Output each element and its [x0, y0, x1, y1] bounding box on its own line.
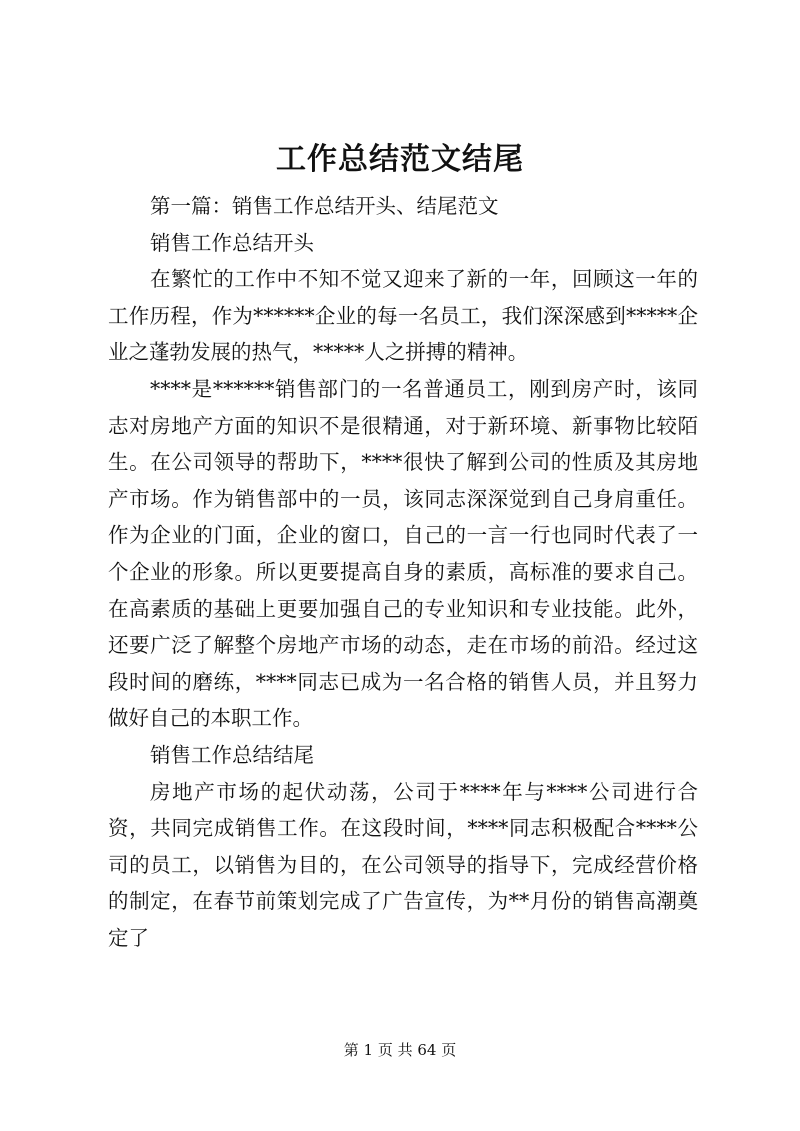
- body-paragraph: 房地产市场的起伏动荡，公司于****年与****公司进行合资，共同完成销售工作。在这段时间，****同志积极配合****公司的员工，以销售为目的，在公司领导的指导下，完成经营价格的制定，在春节前策划完成了广告宣传，为**月份的销售高潮奠定了: [108, 779, 698, 950]
- body-paragraph: ****是******销售部门的一名普通员工，刚到房产时，该同志对房地产方面的知识不是很精通，对于新环境、新事物比较陌生。在公司领导的帮助下，****很快了解到公司的性质及其房地产市场。作为销售部中的一员，该同志深深觉到自己身肩重任。作为企业的门面，企业的窗口，自己的一言一行也同时代表了一个企业的形象。所以更要提高自身的素质，高标准的要求自己。在高素质的基础上更要加强自己的专业知识和专业技能。此外，还要广泛了解整个房地产市场的动态，走在市场的前沿。经过这段时间的磨练，****同志已成为一名合格的销售人员，并且努力做好自己的本职工作。: [108, 376, 698, 731]
- subsection-heading: 销售工作总结开头: [150, 230, 314, 255]
- body-paragraph: 在繁忙的工作中不知不觉又迎来了新的一年，回顾这一年的工作历程，作为******企业的每一名员工，我们深深感到*****企业之蓬勃发展的热气，*****人之拼搏的精神。: [108, 267, 698, 365]
- page-footer: 第 1 页 共 64 页: [343, 1041, 457, 1059]
- section-heading: 第一篇：销售工作总结开头、结尾范文: [150, 194, 499, 218]
- document-title: 工作总结范文结尾: [276, 142, 524, 177]
- document-body: [108, 188, 698, 956]
- subsection-heading: 销售工作总结结尾: [150, 742, 314, 767]
